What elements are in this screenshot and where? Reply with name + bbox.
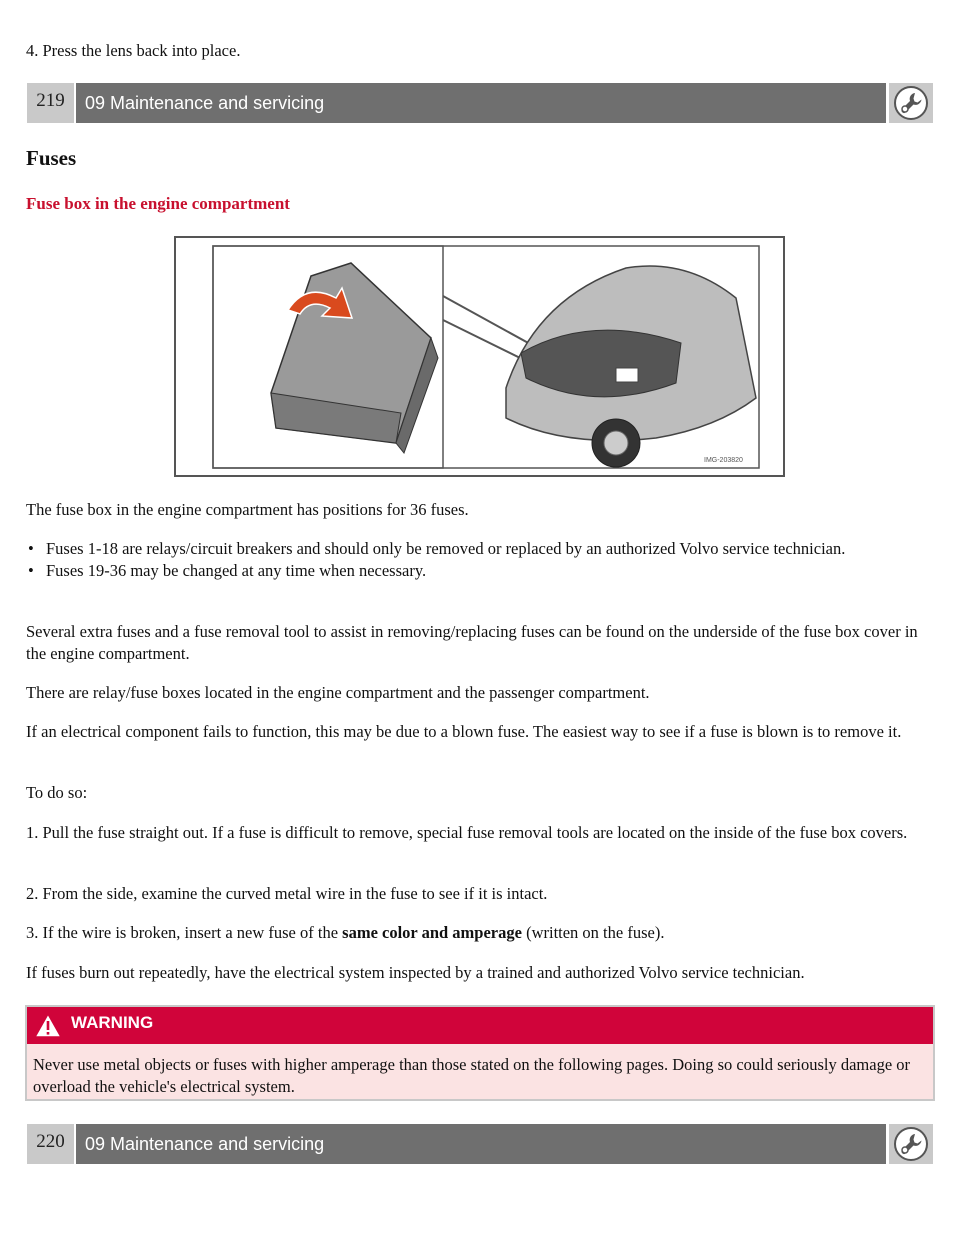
section-title: Fuses xyxy=(26,146,77,170)
fuse-box-illustration xyxy=(174,236,785,477)
wrench-icon xyxy=(889,83,933,123)
chapter-bar-219 xyxy=(27,83,933,123)
paragraph-step3 xyxy=(26,922,936,944)
list-item: • Fuses 19-36 may be changed at any time when necessary. xyxy=(26,560,936,582)
fuse-bullet-list xyxy=(26,538,936,582)
paragraph-todo: To do so: xyxy=(26,783,88,802)
figure-code: IMG-203820 xyxy=(704,457,743,464)
warning-header xyxy=(27,1007,933,1044)
paragraph-step1: 1. Pull the fuse straight out. If a fuse is difficult to remove, special fuse removal tools are located on the inside of the fuse box covers. xyxy=(26,823,908,842)
chapter-title: 09 Maintenance and servicing xyxy=(76,1124,886,1164)
page-number: 219 xyxy=(27,83,74,123)
wrench-icon xyxy=(889,1124,933,1164)
list-item: • Fuses 1-18 are relays/circuit breakers and should only be removed or replaced by an authorized Volvo service technician. xyxy=(26,538,936,560)
paragraph-positions: The fuse box in the engine compartment has positions for 36 fuses. xyxy=(26,500,469,519)
warning-text: Never use metal objects or fuses with higher amperage than those stated on the following pages. Doing so could seriously damage or overload the vehicle's electrical system. xyxy=(27,1044,933,1099)
step3-emphasis: same color and amperage xyxy=(342,923,522,942)
paragraph-blown: If an electrical component fails to function, this may be due to a blown fuse. The easiest way to see if a fuse is blown is to remove it. xyxy=(26,722,902,741)
paragraph-repeat: If fuses burn out repeatedly, have the electrical system inspected by a trained and authorized Volvo service technician. xyxy=(26,963,805,982)
step3-text-end: (written on the fuse). xyxy=(521,923,665,942)
subsection-title: Fuse box in the engine compartment xyxy=(26,194,290,213)
intro-step: 4. Press the lens back into place. xyxy=(26,41,241,60)
chapter-bar-220 xyxy=(27,1124,933,1164)
page-number: 220 xyxy=(27,1124,74,1164)
warning-triangle-icon xyxy=(33,1012,63,1039)
step3-text: 3. If the wire is broken, insert a new fuse of the xyxy=(26,923,343,942)
paragraph-locations: There are relay/fuse boxes located in the engine compartment and the passenger compartment. xyxy=(26,683,650,702)
warning-label: WARNING xyxy=(71,1012,154,1032)
chapter-title: 09 Maintenance and servicing xyxy=(76,83,886,123)
paragraph-step2: 2. From the side, examine the curved metal wire in the fuse to see if it is intact. xyxy=(26,884,548,903)
paragraph-extra-fuses: Several extra fuses and a fuse removal tool to assist in removing/replacing fuses can be found on the underside of the fuse box cover in the engine compartment. xyxy=(26,622,918,663)
warning-box xyxy=(25,1005,935,1101)
